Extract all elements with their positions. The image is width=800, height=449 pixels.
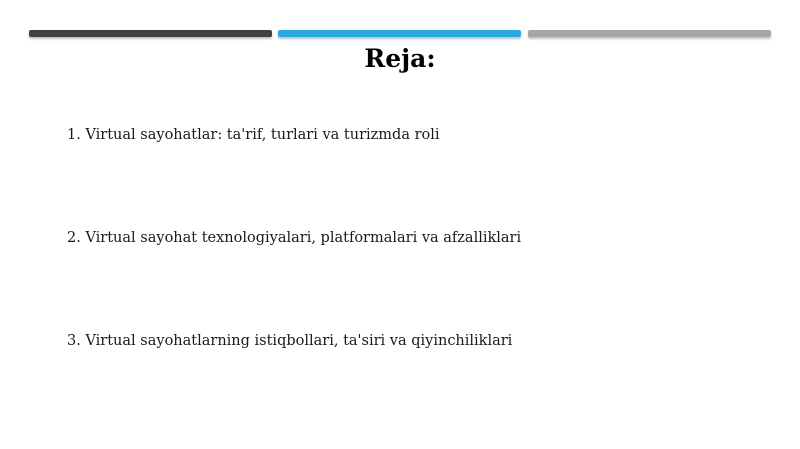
header-decoration-bars xyxy=(29,30,771,37)
header-bar-blue xyxy=(278,30,521,37)
agenda-item-3: 3. Virtual sayohatlarning istiqbollari, ta'siri va qiyinchiliklari xyxy=(67,333,513,349)
header-bar-gray xyxy=(528,30,771,37)
agenda-item-1: 1. Virtual sayohatlar: ta'rif, turlari va turizmda roli xyxy=(67,127,440,143)
agenda-item-2: 2. Virtual sayohat texnologiyalari, platformalari va afzalliklari xyxy=(67,230,522,246)
slide-title: Reja: xyxy=(364,44,436,73)
header-bar-dark xyxy=(29,30,272,37)
